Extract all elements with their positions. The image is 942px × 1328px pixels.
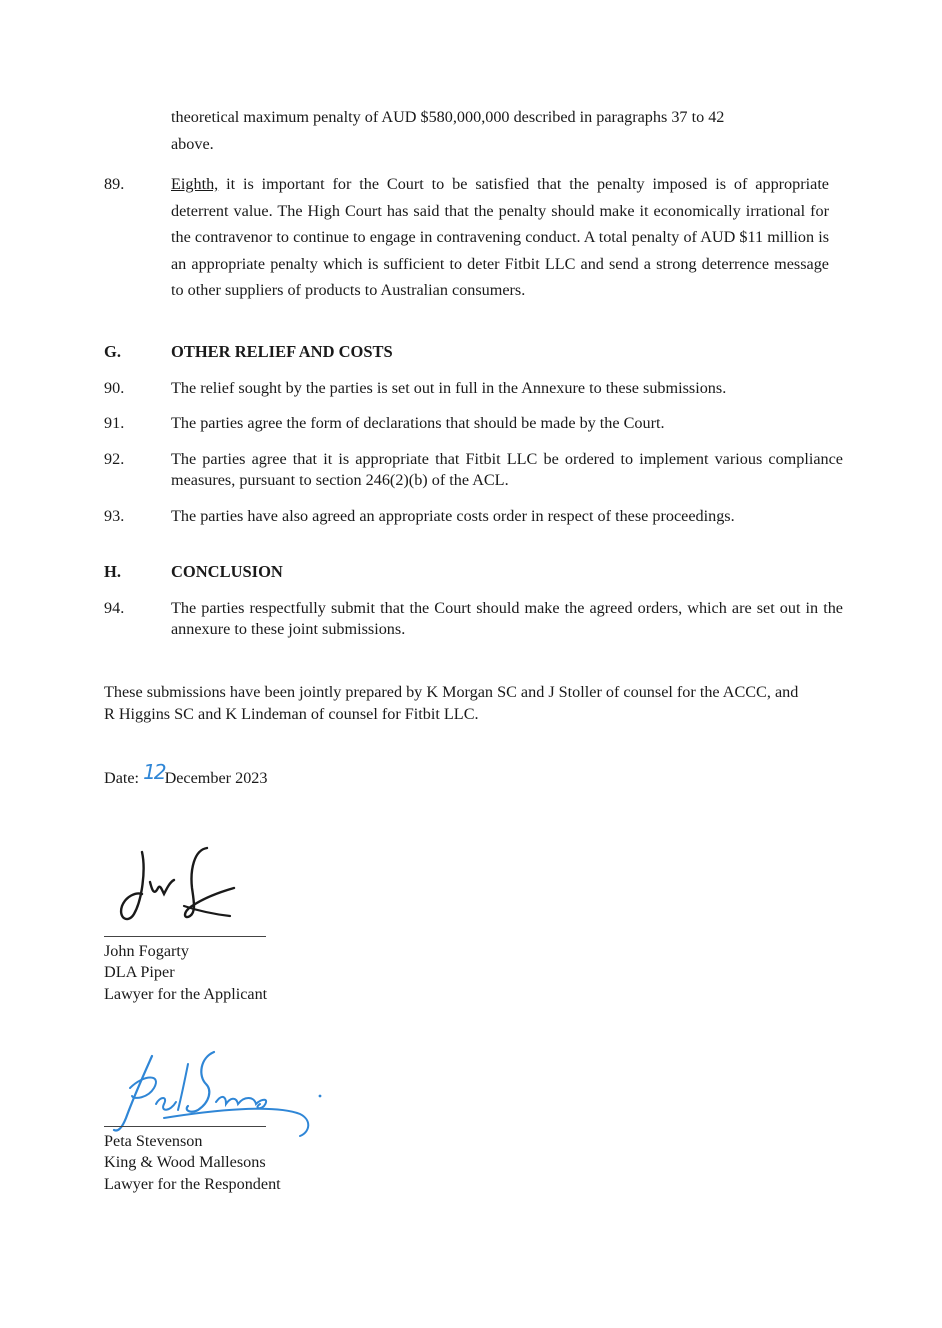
paragraph-text: The parties agree that it is appropriate that Fitbit LLC be ordered to implement various compliance measures, pursuant to section 246(2)(b) of the ACL. <box>171 450 843 489</box>
continuation-line-2: above. <box>171 134 214 153</box>
paragraph-number: 89. <box>104 175 125 193</box>
section-letter: H. <box>104 562 121 581</box>
paragraph-text: it is important for the Court to be satisfied that the penalty imposed is of appropriate deterrent value. The High Court has said that the penalty should make it economically irrational for the contravenor to continue to engage in contravening conduct. A total penalty of AUD $11 million is an appropriate penalty which is sufficient to deter Fitbit LLC and send a strong deterrence message to other suppliers of products to Australian consumers. <box>171 175 829 299</box>
signatory-2-firm: King & Wood Mallesons <box>104 1153 266 1172</box>
paragraph-number: 92. <box>104 450 125 468</box>
paragraph-text: The parties respectfully submit that the Court should make the agreed orders, which are set out in the annexure to these joint submissions. <box>171 599 843 638</box>
signatory-1-block <box>104 941 267 1005</box>
section-letter: G. <box>104 342 121 361</box>
signatory-1-name: John Fogarty <box>104 942 189 960</box>
paragraph-number: 94. <box>104 599 125 617</box>
section-title: OTHER RELIEF AND COSTS <box>171 342 393 361</box>
date-handwritten-day: 12 <box>143 760 165 784</box>
date-line <box>104 760 268 790</box>
paragraph-number: 90. <box>104 379 125 397</box>
closing-text: These submissions have been jointly prepared by K Morgan SC and J Stoller of counsel for the ACCC, and R Higgins SC and K Lindeman of counsel for Fitbit LLC. <box>104 683 799 723</box>
paragraph-number: 91. <box>104 414 125 432</box>
signature-line-1 <box>104 936 266 937</box>
paragraph-text: The parties have also agreed an appropriate costs order in respect of these proceedings. <box>171 507 735 525</box>
closing-statement <box>104 682 804 725</box>
continuation-line-1: theoretical maximum penalty of AUD $580,000,000 described in paragraphs 37 to 42 <box>171 108 725 126</box>
signatory-2-block <box>104 1131 281 1195</box>
paragraph-text: The parties agree the form of declarations that should be made by the Court. <box>171 414 665 432</box>
paragraph-number: 93. <box>104 507 125 525</box>
signature-john-fogarty <box>112 840 242 925</box>
section-title: CONCLUSION <box>171 562 283 581</box>
signatory-2-role: Lawyer for the Respondent <box>104 1174 281 1193</box>
signatory-1-firm: DLA Piper <box>104 963 175 982</box>
signatory-2-name: Peta Stevenson <box>104 1132 203 1150</box>
date-month-year: December 2023 <box>164 769 268 787</box>
signature-line-2 <box>104 1126 266 1127</box>
paragraph-text: The relief sought by the parties is set out in full in the Annexure to these submissions. <box>171 379 727 397</box>
signatory-1-role: Lawyer for the Applicant <box>104 984 268 1003</box>
paragraph-lead-word: Eighth, <box>171 175 219 193</box>
date-label: Date: <box>104 769 140 787</box>
